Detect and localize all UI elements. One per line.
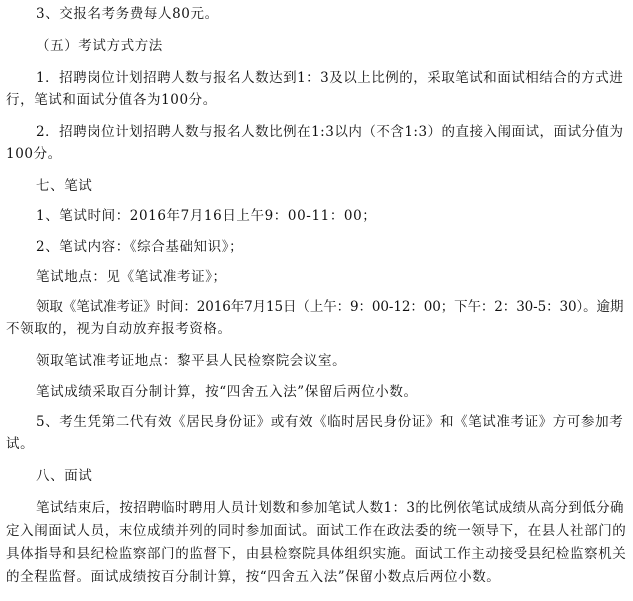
admission-ticket-time-line-1: 领取《笔试准考证》时间：2016年7月15日（上午：9：00-12：00；下午：2：30-5：30）。逾期 [36,299,624,315]
section-heading-written-exam: 七、笔试 [36,178,93,194]
admission-ticket-time-line-2: 不领取的，视为自动放弃报考资格。 [6,321,232,337]
admission-ticket-location-line: 领取笔试准考证地点：黎平县人民检察院会议室。 [36,353,347,369]
method-paragraph-1-line-1: 1．招聘岗位计划招聘人数与报名人数达到1：3及以上比例的，采取笔试和面试相结合的方式进 [36,70,624,86]
section-heading-exam-method: （五）考试方式方法 [36,38,163,54]
interview-paragraph-line-3: 具体指导和县纪检监察部门的监督下，由县检察院具体组织实施。面试工作主动接受县纪检监察机关 [6,546,627,562]
id-requirement-line-1: 5、考生凭第二代有效《居民身份证》或有效《临时居民身份证》和《笔试准考证》方可参加考 [36,414,624,430]
section-heading-interview: 八、面试 [36,468,93,484]
exam-time-line: 1、笔试时间：2016年7月16日上午9：00-11：00； [36,208,377,224]
interview-paragraph-line-4: 的全程监督。面试成绩按百分制计算，按“四舍五入法”保留小数点后两位小数。 [6,569,501,585]
method-paragraph-2-line-1: 2．招聘岗位计划招聘人数与报名人数比例在1:3以内（不含1:3）的直接入闱面试，面试分值为 [36,124,624,140]
id-requirement-line-2: 试。 [6,436,35,452]
interview-paragraph-line-1: 笔试结束后，按招聘临时聘用人员计划数和参加笔试人数1：3的比例依笔试成绩从高分到低分确 [36,500,624,516]
exam-content-line: 2、笔试内容：《综合基础知识》； [36,239,244,255]
score-rule-line: 笔试成绩采取百分制计算，按“四舍五入法”保留后两位小数。 [36,384,418,400]
exam-location-line: 笔试地点：见《笔试准考证》； [36,269,227,285]
interview-paragraph-line-2: 定入闱面试人员，末位成绩并列的同时参加面试。面试工作在政法委的统一领导下，在县人社部门的 [6,523,627,539]
method-paragraph-1-line-2: 行，笔试和面试分值各为100分。 [6,92,217,108]
method-paragraph-2-line-2: 100分。 [6,146,62,162]
fee-line: 3、交报名考务费每人80元。 [36,6,219,22]
